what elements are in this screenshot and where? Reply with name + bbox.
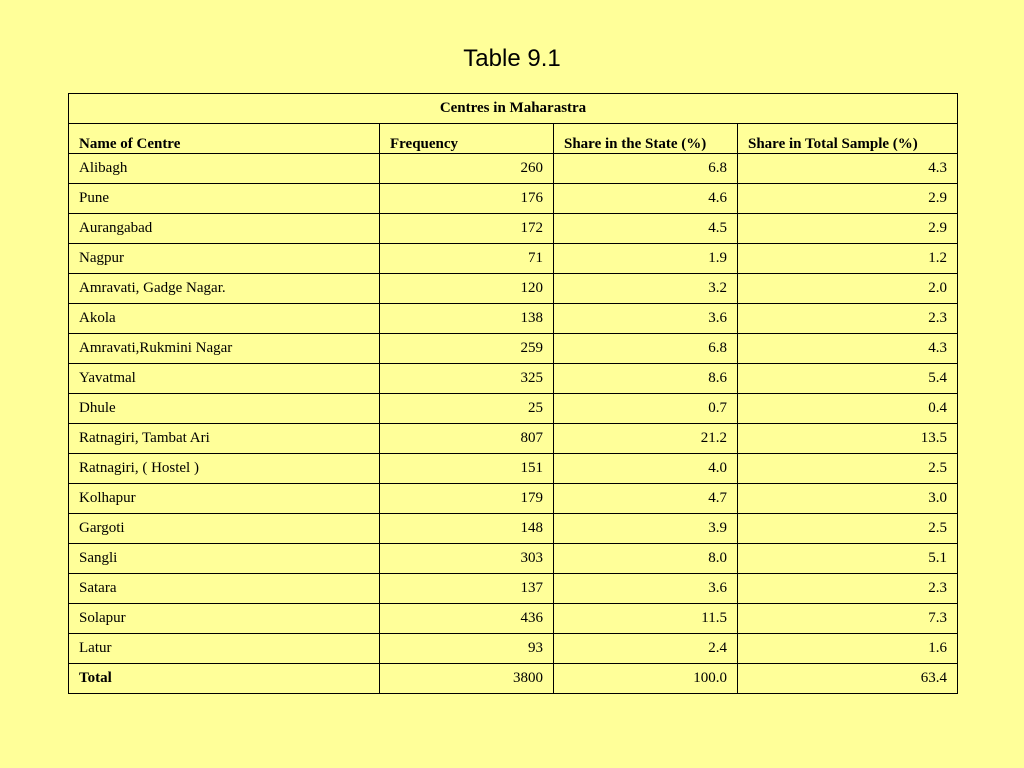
- cell-share-total: 1.6: [738, 634, 958, 664]
- cell-centre-name: Alibagh: [69, 154, 380, 184]
- cell-frequency: 259: [380, 334, 554, 364]
- cell-share-state: 3.6: [554, 574, 738, 604]
- cell-share-total: 2.9: [738, 184, 958, 214]
- cell-frequency: 176: [380, 184, 554, 214]
- table-row: [69, 304, 958, 334]
- cell-frequency: 3800: [380, 664, 554, 694]
- table-row: [69, 244, 958, 274]
- cell-frequency: 325: [380, 364, 554, 394]
- cell-share-state: 0.7: [554, 394, 738, 424]
- table-row: [69, 334, 958, 364]
- cell-frequency: 71: [380, 244, 554, 274]
- cell-centre-name: Ratnagiri, Tambat Ari: [69, 424, 380, 454]
- cell-frequency: 137: [380, 574, 554, 604]
- table-row: [69, 424, 958, 454]
- cell-share-total: 63.4: [738, 664, 958, 694]
- cell-centre-name: Sangli: [69, 544, 380, 574]
- column-header-share-total: Share in Total Sample (%): [738, 124, 958, 154]
- table-row: [69, 514, 958, 544]
- cell-centre-name: Satara: [69, 574, 380, 604]
- table-row: [69, 544, 958, 574]
- cell-share-state: 11.5: [554, 604, 738, 634]
- cell-centre-name: Solapur: [69, 604, 380, 634]
- cell-centre-name: Aurangabad: [69, 214, 380, 244]
- table-header-row: [69, 124, 958, 154]
- cell-frequency: 93: [380, 634, 554, 664]
- cell-frequency: 260: [380, 154, 554, 184]
- cell-share-total: 2.9: [738, 214, 958, 244]
- total-row: [69, 664, 958, 694]
- table-row: [69, 394, 958, 424]
- cell-centre-name: Gargoti: [69, 514, 380, 544]
- cell-frequency: 148: [380, 514, 554, 544]
- cell-share-total: 2.3: [738, 304, 958, 334]
- cell-centre-name: Total: [69, 664, 380, 694]
- cell-centre-name: Kolhapur: [69, 484, 380, 514]
- cell-share-state: 8.6: [554, 364, 738, 394]
- cell-share-state: 100.0: [554, 664, 738, 694]
- table-row: [69, 484, 958, 514]
- cell-centre-name: Yavatmal: [69, 364, 380, 394]
- cell-frequency: 25: [380, 394, 554, 424]
- cell-share-total: 7.3: [738, 604, 958, 634]
- cell-share-total: 2.5: [738, 514, 958, 544]
- cell-frequency: 303: [380, 544, 554, 574]
- centres-table: [68, 93, 958, 694]
- column-header-name: Name of Centre: [69, 124, 380, 154]
- cell-centre-name: Pune: [69, 184, 380, 214]
- cell-share-state: 6.8: [554, 154, 738, 184]
- table-row: [69, 184, 958, 214]
- cell-frequency: 138: [380, 304, 554, 334]
- table-row: [69, 214, 958, 244]
- table-row: [69, 634, 958, 664]
- cell-share-total: 5.1: [738, 544, 958, 574]
- page-title: Table 9.1: [463, 45, 561, 72]
- table-body: [69, 154, 958, 694]
- cell-centre-name: Latur: [69, 634, 380, 664]
- cell-centre-name: Amravati, Gadge Nagar.: [69, 274, 380, 304]
- cell-share-total: 2.3: [738, 574, 958, 604]
- table-caption: Centres in Maharastra: [69, 94, 958, 124]
- cell-share-total: 0.4: [738, 394, 958, 424]
- column-header-share-state: Share in the State (%): [554, 124, 738, 154]
- cell-share-state: 6.8: [554, 334, 738, 364]
- table-row: [69, 274, 958, 304]
- cell-share-total: 2.0: [738, 274, 958, 304]
- cell-centre-name: Ratnagiri, ( Hostel ): [69, 454, 380, 484]
- cell-share-total: 13.5: [738, 424, 958, 454]
- cell-share-state: 4.7: [554, 484, 738, 514]
- cell-frequency: 172: [380, 214, 554, 244]
- column-header-frequency: Frequency: [380, 124, 554, 154]
- cell-share-state: 4.0: [554, 454, 738, 484]
- cell-centre-name: Dhule: [69, 394, 380, 424]
- cell-share-state: 1.9: [554, 244, 738, 274]
- cell-centre-name: Nagpur: [69, 244, 380, 274]
- table-row: [69, 604, 958, 634]
- cell-share-total: 1.2: [738, 244, 958, 274]
- cell-share-total: 3.0: [738, 484, 958, 514]
- cell-share-state: 4.6: [554, 184, 738, 214]
- table-row: [69, 154, 958, 184]
- cell-share-state: 3.6: [554, 304, 738, 334]
- cell-frequency: 151: [380, 454, 554, 484]
- cell-frequency: 807: [380, 424, 554, 454]
- cell-centre-name: Akola: [69, 304, 380, 334]
- cell-frequency: 436: [380, 604, 554, 634]
- cell-share-total: 5.4: [738, 364, 958, 394]
- cell-frequency: 120: [380, 274, 554, 304]
- cell-share-total: 4.3: [738, 154, 958, 184]
- table-row: [69, 574, 958, 604]
- cell-share-state: 2.4: [554, 634, 738, 664]
- cell-share-total: 4.3: [738, 334, 958, 364]
- cell-centre-name: Amravati,Rukmini Nagar: [69, 334, 380, 364]
- cell-share-state: 3.9: [554, 514, 738, 544]
- table-row: [69, 364, 958, 394]
- cell-share-total: 2.5: [738, 454, 958, 484]
- cell-share-state: 21.2: [554, 424, 738, 454]
- cell-share-state: 3.2: [554, 274, 738, 304]
- cell-share-state: 8.0: [554, 544, 738, 574]
- cell-frequency: 179: [380, 484, 554, 514]
- cell-share-state: 4.5: [554, 214, 738, 244]
- table-row: [69, 454, 958, 484]
